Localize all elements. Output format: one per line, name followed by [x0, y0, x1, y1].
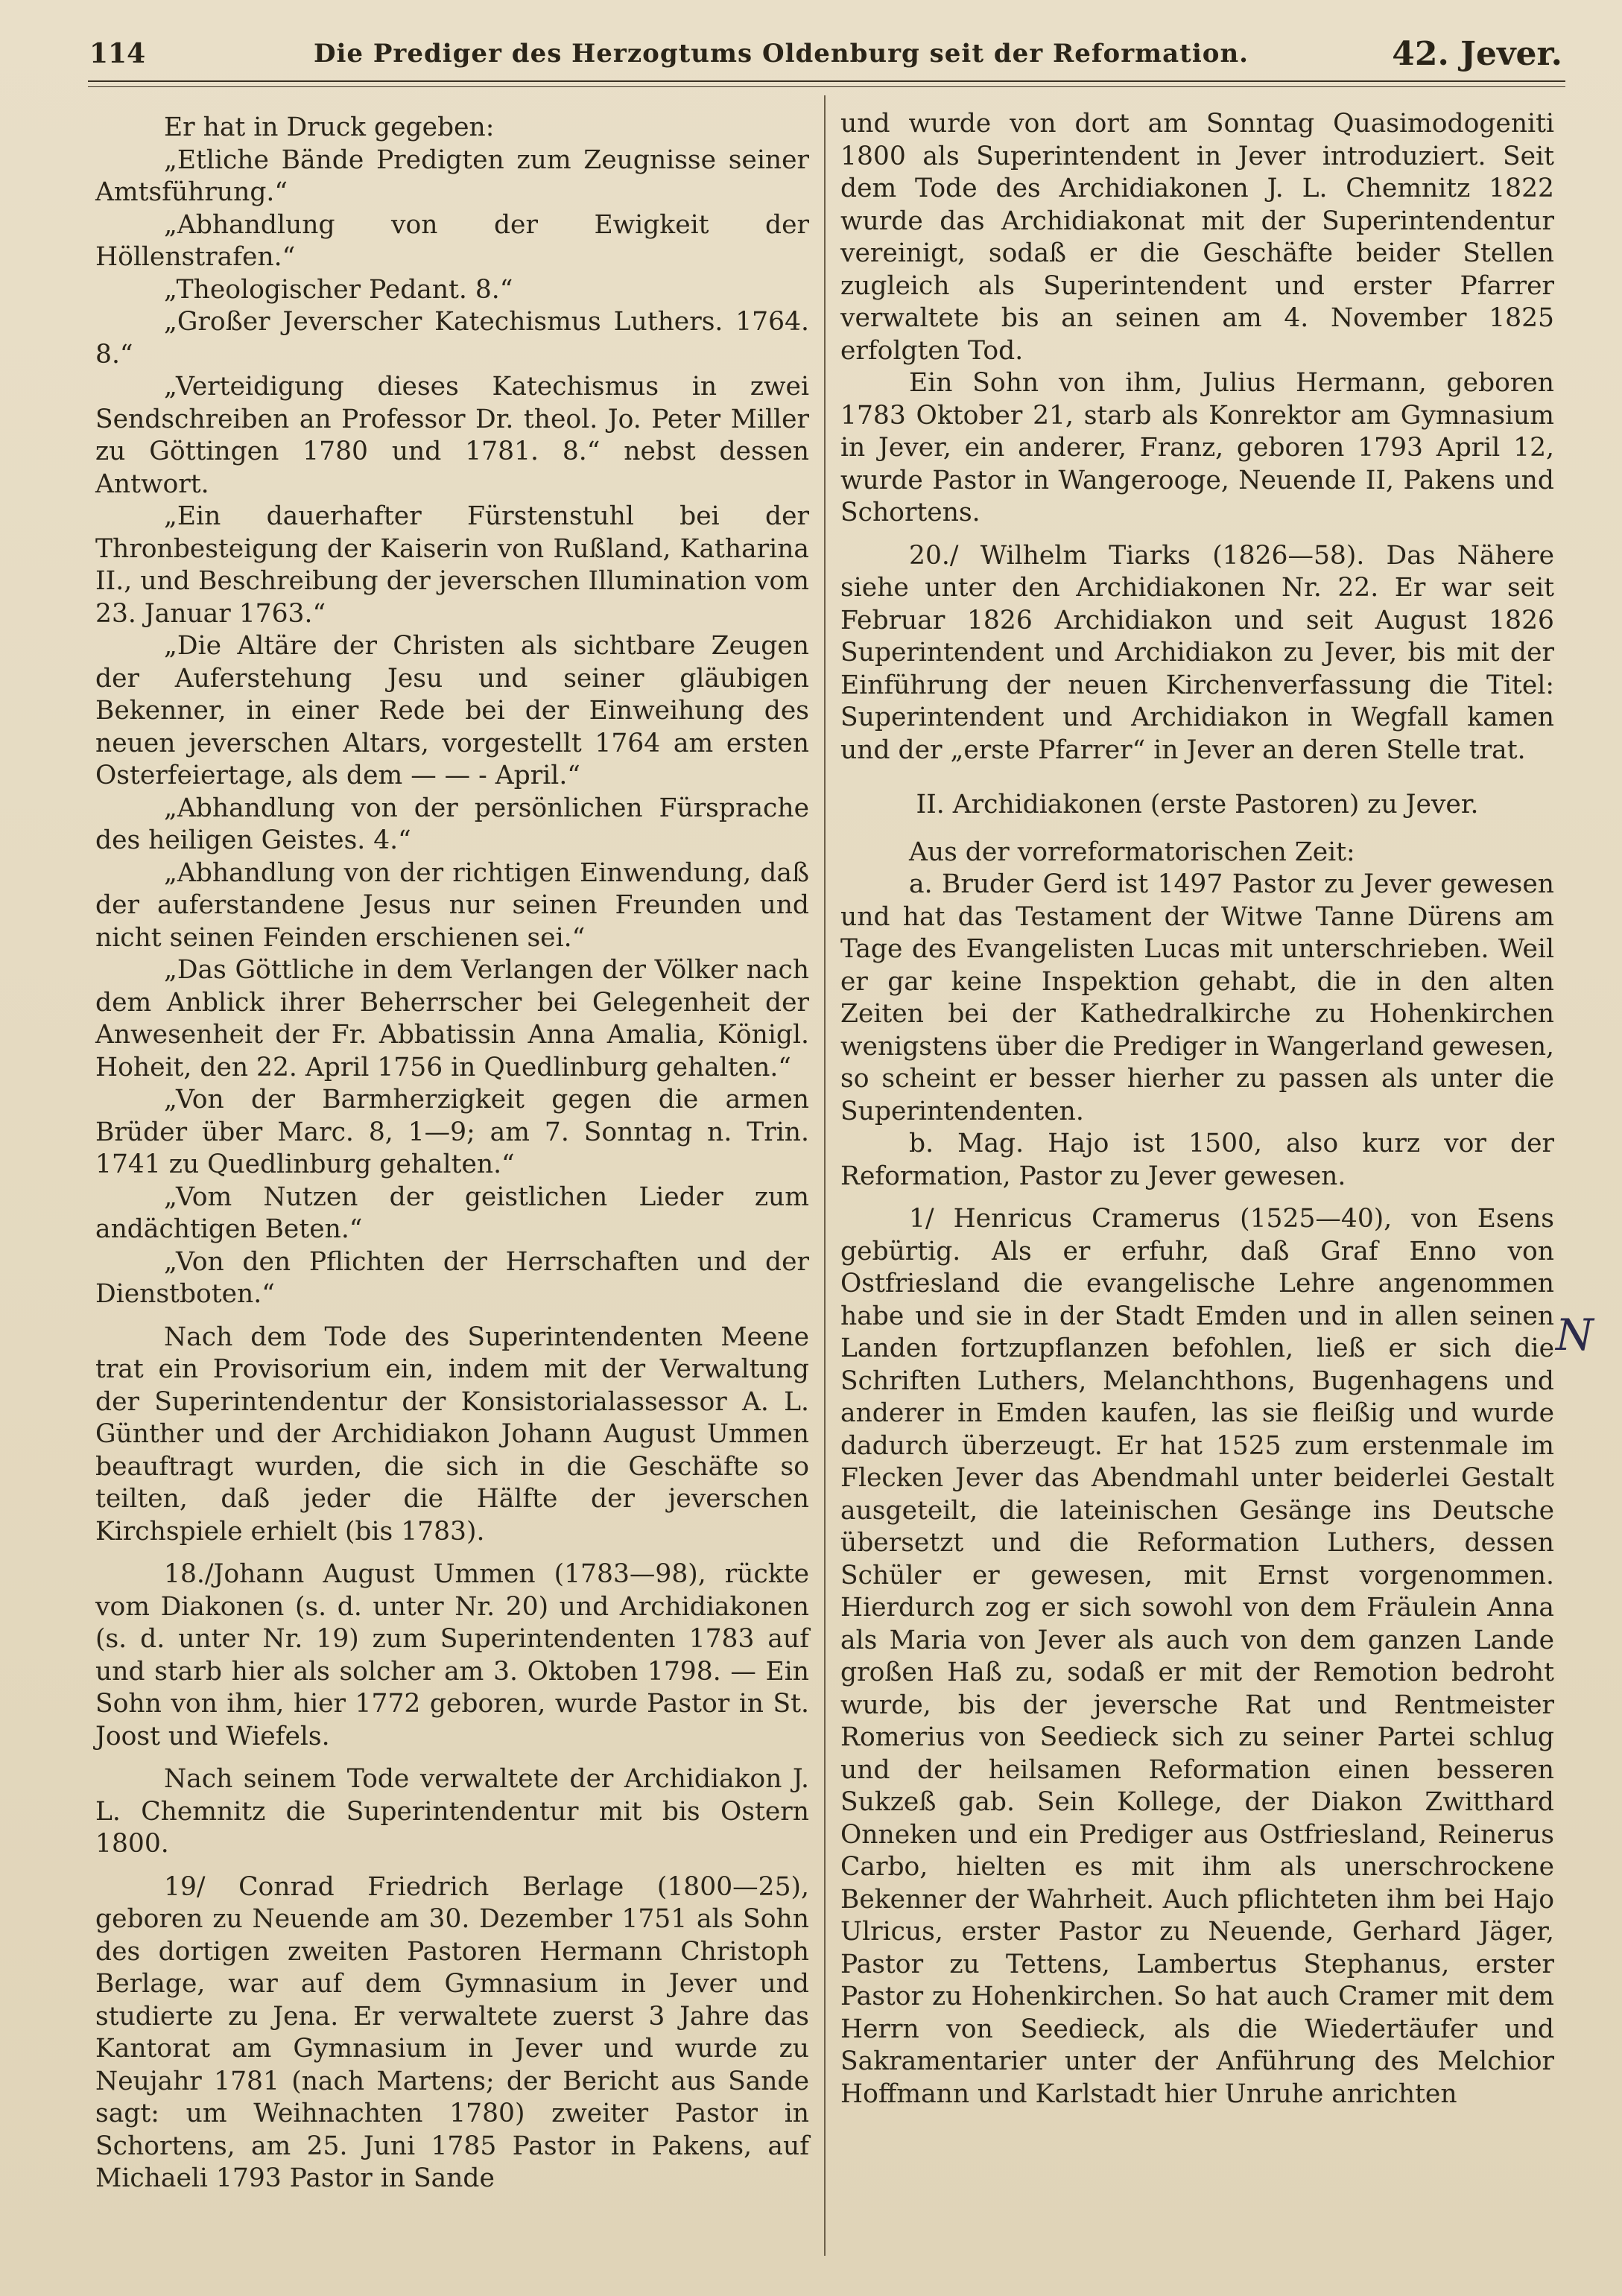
paragraph: 1/ Henricus Cramerus (1525—40), von Esens gebürtig. Als er erfuhr, daß Graf Enno von Ostfriesland die evangelische Lehre angenommen habe und sie in der Stadt Emden und in allen seinen Landen fortzupflanzen befohlen, ließ er sich die Schriften Luthers, Melanchthons, Bugenhagens und anderer in Emden kaufen, las sie fleißig und wurde dadurch überzeugt. Er hat 1525 zum erstenmale im Flecken Jever das Abendmahl unter beiderlei Gestalt ausgeteilt, die lateinischen Gesänge ins Deutsche übersetzt und die Reformation Luthers, dessen Schüler er gewesen, mit Ernst vorgenommen. Hierdurch zog er sich sowohl von dem Fräulein Anna als Maria von Jever als auch von dem ganzen Lande großen Haß zu, sodaß er mit der Remotion bedroht wurde, bis der jeversche Rat und Rentmeister Romerius von Seedieck sich zu seiner Partei schlug und der heilsamen Reformation einen besseren Sukzeß gab. Sein Kollege, der Diakon Zwitthard Onneken und ein Prediger aus Ostfriesland, Reinerus Carbo, hielten es mit ihm als unerschrockene Bekenner der Wahrheit. Auch pflichteten ihm bei Hajo Ulricus, erster Pastor zu Neuende, Gerhard Jäger, Pastor zu Tettens, Lambertus Stephanus, erster Pastor zu Hohenkirchen. So hat auch Cramer mit dem Herrn von Seedieck, als die Wiedertäufer und Sakramentarier unter der Anführung des Melchior Hoffmann und Karlstadt hier Unruhe anrichten — [840, 1204, 1554, 2109]
right-column — [840, 108, 1554, 2111]
paragraph: a. Bruder Gerd ist 1497 Pastor zu Jever gewesen und hat das Testament der Witwe Tanne Dürens am Tage des Evangelisten Lucas mit unterschrieben. Weil er gar keine Inspektion gehabt, die in den alten Zeiten bei der Kathedralkirche zu Hohenkirchen wenigstens über die Prediger in Wangerland gewesen, so scheint er besser hierher zu passen als unter die Superintendenten. — [840, 869, 1554, 1126]
paragraph: „Abhandlung von der Ewigkeit der Höllenstrafen.“ — [95, 209, 809, 272]
paragraph: 19/ Conrad Friedrich Berlage (1800—25), geboren zu Neuende am 30. Dezember 1751 als Sohn des dortigen zweiten Pastoren Hermann Christoph Berlage, war auf dem Gymnasium in Jever und studierte zu Jena. Er verwaltete zuerst 3 Jahre das Kantorat am Gymnasium in Jever und wurde zu Neujahr 1781 (nach Martens; der Bericht aus Sande sagt: um Weihnachten 1780) zweiter Pastor in Schortens, am 25. Juni 1785 Pastor in Pakens, auf Michaeli 1793 Pastor in Sande — [95, 1871, 809, 2193]
column-divider — [824, 95, 826, 2256]
page-header — [89, 31, 1562, 76]
section-label: 42. Jever. — [1392, 34, 1562, 73]
page-number: 114 — [89, 38, 146, 69]
paragraph: „Abhandlung von der richtigen Einwendung, daß der auferstandene Jesus nur seinen Freunden und nicht seinen Feinden erschienen sei.“ — [95, 857, 809, 953]
paragraph: „Verteidigung dieses Katechismus in zwei Sendschreiben an Professor Dr. theol. Jo. Peter Miller zu Göttingen 1780 und 1781. 8.“ nebst dessen Antwort. — [95, 372, 809, 499]
paragraph: „Von den Pflichten der Herrschaften und der Dienstboten.“ — [95, 1246, 809, 1309]
subheading: Aus der vorreformatorischen Zeit: — [909, 837, 1355, 867]
left-column — [95, 112, 809, 2195]
paragraph: 20./ Wilhelm Tiarks (1826—58). Das Nähere siehe unter den Archidiakonen Nr. 22. Er war seit Februar 1826 Archidiakon und seit August 1826 Superintendent und Archidiakon zu Jever, bis mit der Einführung der neuen Kirchenverfassung die Titel: Superintendent und Archidiakon in Wegfall kamen und der „erste Pfarrer“ in Jever an deren Stelle trat. — [840, 540, 1554, 765]
paragraph: „Abhandlung von der persönlichen Fürsprache des heiligen Geistes. 4.“ — [95, 793, 809, 855]
running-title: Die Prediger des Herzogtums Oldenburg seit der Reformation. — [313, 39, 1249, 69]
paragraph: „Großer Jeverscher Katechismus Luthers. 1764. 8.“ — [95, 307, 809, 370]
section-heading: II. Archidiakonen (erste Pastoren) zu Jever. — [916, 790, 1479, 819]
paragraph: b. Mag. Hajo ist 1500, also kurz vor der Reformation, Pastor zu Jever gewesen. — [840, 1129, 1554, 1191]
paragraph: „Ein dauerhafter Fürstenstuhl bei der Thronbesteigung der Kaiserin von Rußland, Katharina II., und Beschreibung der jeverschen Illumination vom 23. Januar 1763.“ — [95, 501, 809, 629]
paragraph: „Die Altäre der Christen als sichtbare Zeugen der Auferstehung Jesu und seiner gläubigen Bekenner, in einer Rede bei der Einweihung des neuen jeverschen Altars, vorgestellt 1764 am ersten Osterfeiertage, als dem — — - April.“ — [95, 631, 809, 790]
handwritten-margin-note: N — [1556, 1310, 1594, 1360]
paragraph: „Das Göttliche in dem Verlangen der Völker nach dem Anblick ihrer Beherrscher bei Gelegenheit der Anwesenheit der Fr. Abbatissin Anna Amalia, Königl. Hoheit, den 22. April 1756 in Quedlinburg gehalten.“ — [95, 955, 809, 1082]
header-rule — [88, 80, 1565, 82]
paragraph: „Vom Nutzen der geistlichen Lieder zum andächtigen Beten.“ — [95, 1182, 809, 1244]
paragraph: Er hat in Druck gegeben: — [164, 112, 495, 142]
paragraph: Ein Sohn von ihm, Julius Hermann, geboren 1783 Oktober 21, starb als Konrektor am Gymnasium in Jever, ein anderer, Franz, geboren 1793 April 12, wurde Pastor in Wangerooge, Neuende II, Pakens und Schortens. — [840, 368, 1554, 527]
paragraph: „Von der Barmherzigkeit gegen die armen Brüder über Marc. 8, 1—9; am 7. Sonntag n. Trin. 1741 zu Quedlinburg gehalten.“ — [95, 1085, 809, 1179]
header-rule-thin — [88, 86, 1565, 87]
paragraph: Nach dem Tode des Superintendenten Meene trat ein Provisorium ein, indem mit der Verwaltung der Superintendentur der Konsistorialassessor A. L. Günther und der Archidiakon Johann August Ummen beauftragt wurden, die sich in die Geschäfte so teilten, daß jeder die Hälfte der jeverschen Kirchspiele erhielt (bis 1783). — [95, 1322, 809, 1547]
paragraph: und wurde von dort am Sonntag Quasimodogeniti 1800 als Superintendent in Jever introduziert. Seit dem Tode des Archidiakonen J. L. Chemnitz 1822 wurde das Archidiakonat mit der Superintendentur vereinigt, sodaß er die Geschäfte beider Stellen zugleich als Superintendent und erster Pfarrer verwaltete bis an seinen am 4. November 1825 erfolgten Tod. — [840, 109, 1554, 366]
paragraph: Nach seinem Tode verwaltete der Archidiakon J. L. Chemnitz die Superintendentur mit bis Ostern 1800. — [95, 1764, 809, 1859]
paragraph: „Theologischer Pedant. 8.“ — [164, 274, 513, 305]
paragraph: „Etliche Bände Predigten zum Zeugnisse seiner Amtsführung.“ — [95, 145, 809, 207]
paragraph: 18./Johann August Ummen (1783—98), rückte vom Diakonen (s. d. unter Nr. 20) und Archidiakonen (s. d. unter Nr. 19) zum Superintendenten 1783 auf und starb hier als solcher am 3. Oktoben 1798. — Ein Sohn von ihm, hier 1772 geboren, wurde Pastor in St. Joost und Wiefels. — [95, 1559, 809, 1751]
